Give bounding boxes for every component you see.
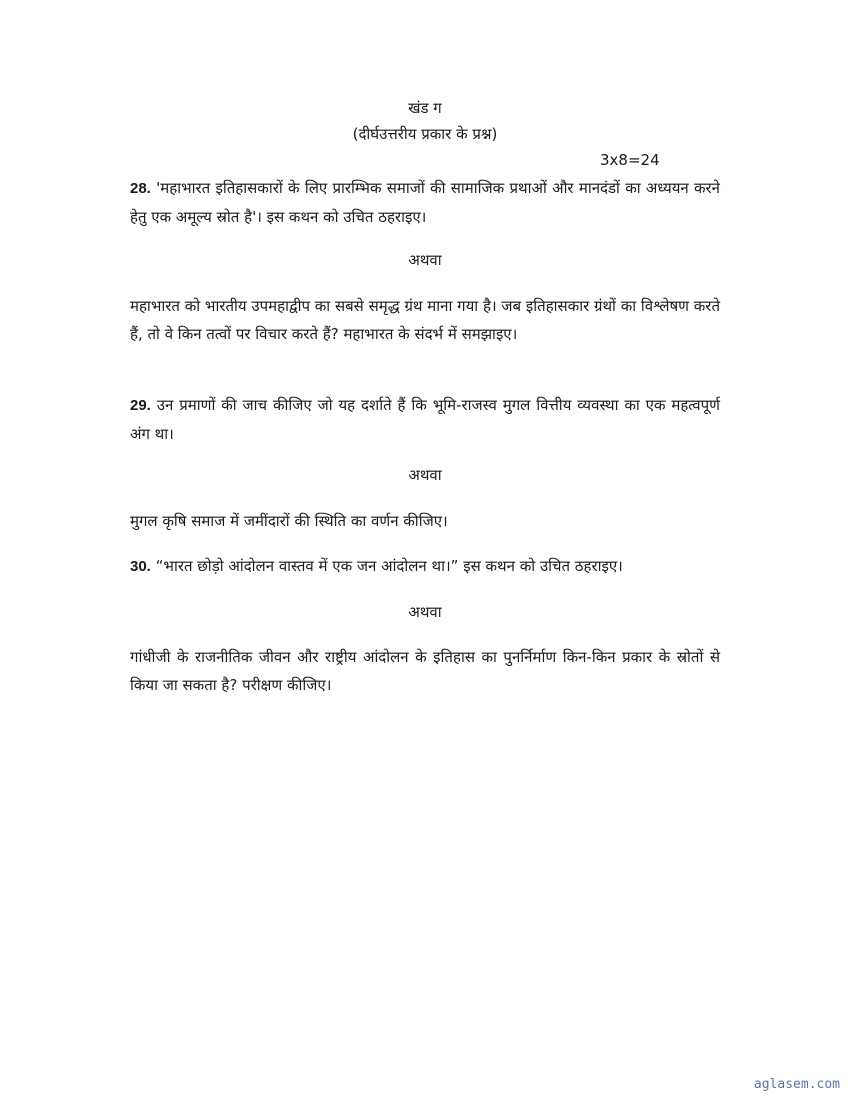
section-marks: 3x8=24: [600, 151, 660, 169]
or-label: अथवा: [408, 251, 442, 269]
question-text: 'महाभारत इतिहासकारों के लिए प्रारम्भिक समाजों की सामाजिक प्रथाओं और मानदंडों का अध्ययन करने हेतु एक अमूल्य स्रोत है'। इस कथन को उचित ठहराइए।: [130, 179, 720, 226]
section-heading: खंड ग: [408, 99, 442, 117]
question-29: [130, 391, 720, 448]
or-label: अथवा: [408, 603, 442, 621]
or-label: अथवा: [408, 466, 442, 484]
question-28-alternative: महाभारत को भारतीय उपमहाद्वीप का सबसे समृद्ध ग्रंथ माना गया है। जब इतिहासकार ग्रंथों का विश्लेषण करते हैं, तो वे किन तत्वों पर विचार करते हैं? महाभारत के संदर्भ में समझाइए।: [130, 297, 720, 343]
watermark: aglasem.com: [753, 1077, 840, 1092]
question-number: 29.: [130, 397, 151, 414]
question-number: 28.: [130, 180, 151, 197]
question-text: उन प्रमाणों की जाच कीजिए जो यह दर्शाते हैं कि भूमि-राजस्व मुगल वित्तीय व्यवस्था का एक महत्वपूर्ण अंग था।: [130, 396, 720, 443]
question-29-alternative: मुगल कृषि समाज में जमींदारों की स्थिति का वर्णन कीजिए।: [130, 512, 448, 530]
question-number: 30.: [130, 558, 151, 575]
section-subheading: (दीर्घउत्तरीय प्रकार के प्रश्न): [352, 125, 498, 143]
question-30-alternative: गांधीजी के राजनीतिक जीवन और राष्ट्रीय आंदोलन के इतिहास का पुनर्निर्माण किन-किन प्रकार के स्रोतों से किया जा सकता है? परीक्षण कीजिए।: [130, 648, 720, 694]
question-28: [130, 174, 720, 231]
question-text: “भारत छोड़ो आंदोलन वास्तव में एक जन आंदोलन था।” इस कथन को उचित ठहराइए।: [155, 557, 623, 575]
question-30: [130, 552, 720, 581]
